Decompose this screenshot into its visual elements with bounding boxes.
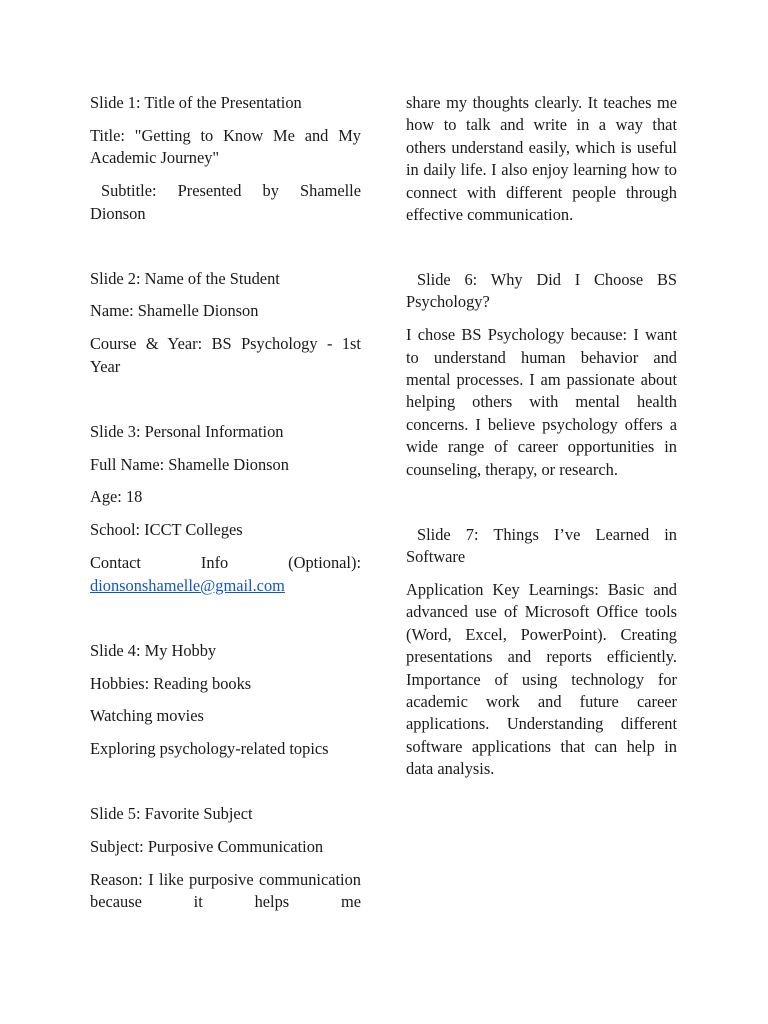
slide2-name: Name: Shamelle Dionson: [90, 301, 259, 321]
spacer: [406, 237, 677, 269]
slide6-body: I chose BS Psychology because: I want to understand human behavior and mental processes. I am passionate about helping others with mental health concerns. I believe psychology offers a wide range of career opportunities in counseling, therapy, or research.: [406, 325, 677, 479]
spacer: [90, 608, 361, 640]
right-column: [406, 92, 677, 791]
slide1-heading: Slide 1: Title of the Presentation: [90, 93, 302, 112]
slide7-body: Application Key Learnings: Basic and advanced use of Microsoft Office tools (Word, Excel, PowerPoint). Creating presentations and reports efficiently. Importance of using technology for academic work and future career applications. Understanding different software applications that can help in data analysis.: [406, 579, 677, 779]
slide5-subject: Subject: Purposive Communication: [90, 837, 324, 857]
email-link[interactable]: dionsonshamelle@gmail.com: [90, 575, 285, 595]
slide3-contact-label: Contact Info (Optional):: [90, 553, 361, 573]
slide3-full-name: Full Name: Shamelle Dionson: [90, 454, 289, 474]
slide4-heading: Slide 4: My Hobby: [90, 640, 217, 660]
left-column: [90, 92, 361, 924]
spacer: [406, 492, 677, 524]
slide7-heading: Slide 7: Things I’ve Learned in Software: [406, 524, 677, 566]
slide5-heading: Slide 5: Favorite Subject: [90, 804, 253, 824]
slide3-contact: [90, 552, 361, 597]
slide6-heading: Slide 6: Why Did I Choose BS Psychology?: [406, 269, 677, 312]
slide3-school: School: ICCT Colleges: [90, 520, 243, 540]
slide3-heading: Slide 3: Personal Information: [90, 421, 284, 441]
spacer: [90, 236, 361, 268]
slide1-subtitle: Subtitle: Presented by Shamelle Dionson: [90, 181, 361, 223]
spacer: [90, 771, 361, 803]
slide4-hobby-1: Hobbies: Reading books: [90, 673, 252, 693]
spacer: [90, 389, 361, 421]
slide4-hobby-3: Exploring psychology-related topics: [90, 739, 329, 759]
slide1-title: Title: "Getting to Know Me and My Academic Journey": [90, 125, 361, 168]
slide2-heading: Slide 2: Name of the Student: [90, 268, 280, 288]
slide3-age: Age: 18: [90, 487, 143, 507]
slide5-reason-part-2: share my thoughts clearly. It teaches me how to talk and write in a way that others understand easily, which is useful in daily life. I also enjoy learning how to connect with different people through effective communication.: [406, 93, 677, 225]
slide4-hobby-2: Watching movies: [90, 706, 204, 726]
slide2-course: Course & Year: BS Psychology - 1st Year: [90, 334, 361, 376]
slide5-reason-part-1: Reason: I like purposive communication because it helps me: [90, 870, 361, 912]
